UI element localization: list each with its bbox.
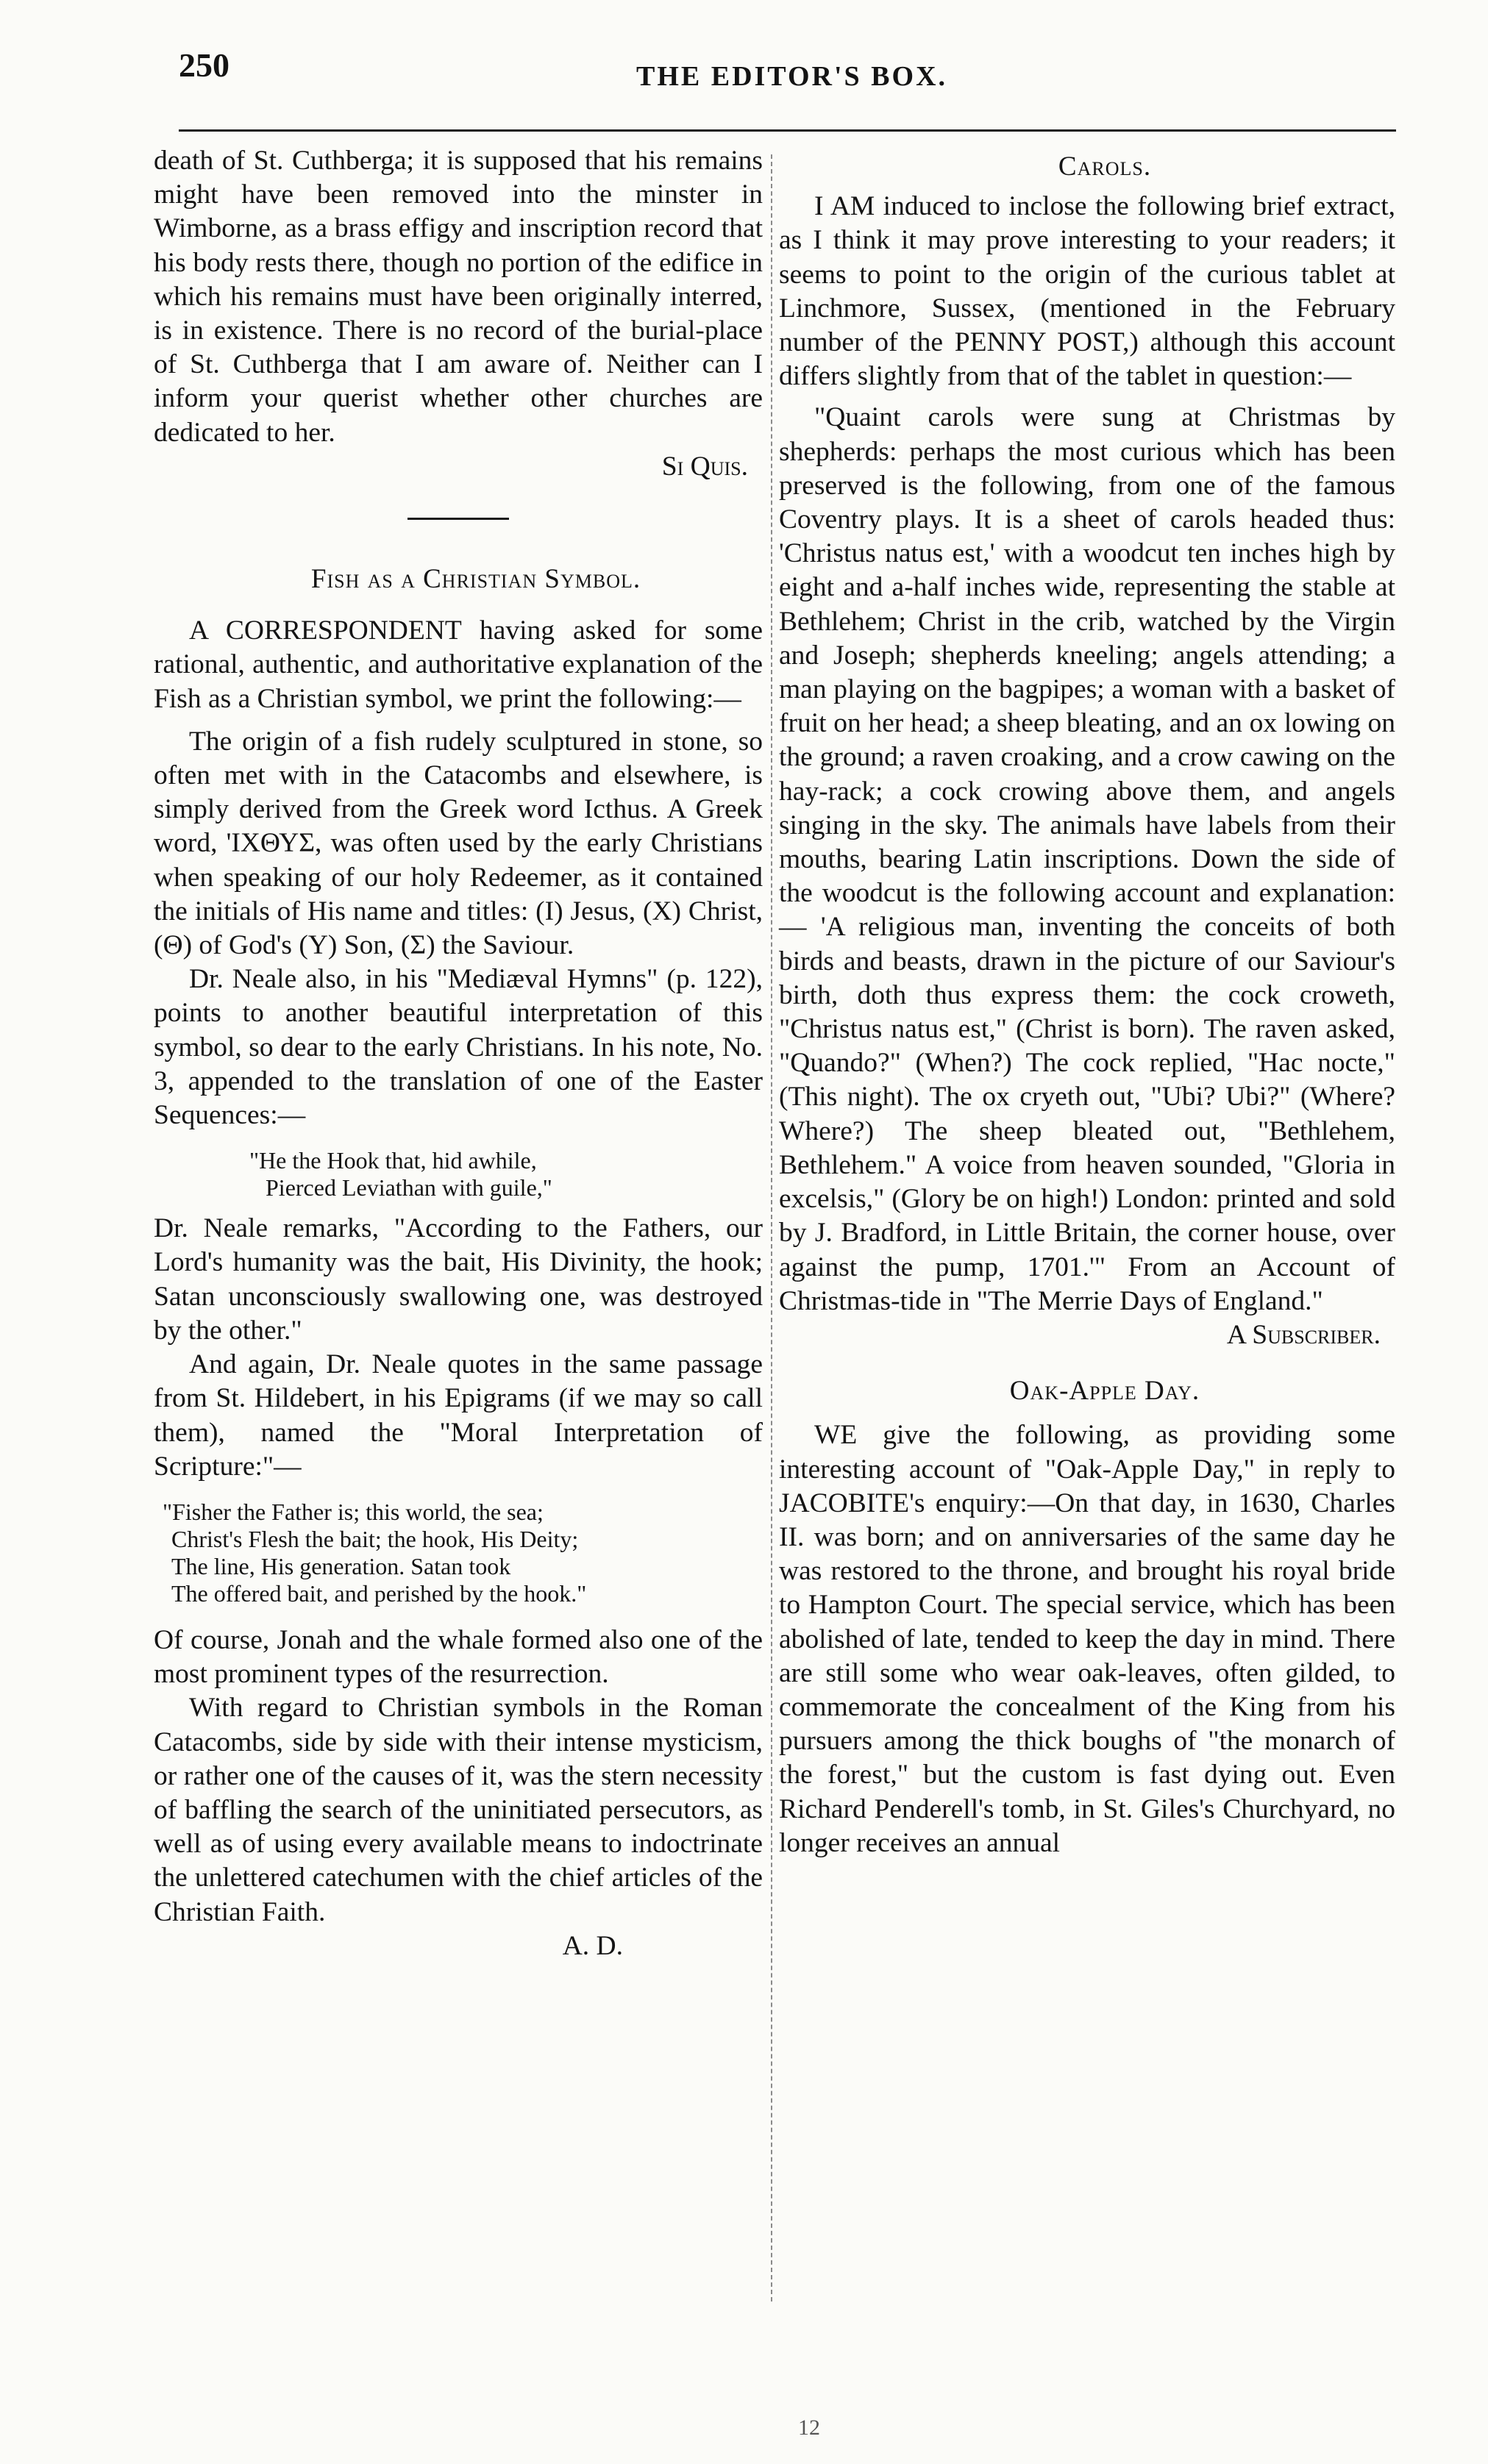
oak-apple-paragraph-1: WE give the following, as providing some interesting account of "Oak-Apple Day," in reply to JACOBITE's enquiry:—On that day, in 1630, Charles II. was born; and on anniversaries of the same day he was restored to the throne, and brought his royal bride to Hampton Court. The special service, which has been abolished of late, tended to keep the day in mind. There are still some who wear oak-leaves, often gilded, to commemorate the concealment of the King from his pursuers among the thick boughs of "the monarch of the forest," but the custom is fast dying out. Even Richard Penderell's tomb, in St. Giles's Churchyard, no longer receives an annual [779,1420,1395,1858]
fish-paragraph-5: And again, Dr. Neale quotes in the same passage from St. Hildebert, in his Epigrams (if we may so call them), named the "Moral Interpretation of Scripture:"— [154,1349,763,1482]
verse-line: "Fisher the Father is; this world, the sea; [163,1498,544,1525]
section-separator [407,518,509,520]
verse-line: The line, His generation. Satan took [171,1552,511,1579]
column-divider [771,154,772,2301]
right-column [779,144,1395,1860]
signature-si-quis: Si Quis. [661,451,748,482]
page-number: 250 [179,46,229,84]
verse-line: "He the Hook that, hid awhile, [249,1147,537,1174]
fish-paragraph-2: The origin of a fish rudely sculptured in stone, so often met with in the Catacombs and elsewhere, is simply derived from the Greek word Icthus. A Greek word, 'ΙΧΘΥΣ, was often used by the early Christians when speaking of our holy Redeemer, as it contained the initials of His name and titles: (Ι) Jesus, (Χ) Christ, (Θ) of God's (Υ) Son, (Σ) the Saviour. [154,726,763,961]
signature-a-d: A. D. [562,1930,623,1961]
fish-paragraph-4: Dr. Neale remarks, "According to the Fathers, our Lord's humanity was the bait, His Divinity, the hook; Satan unconsciously swallowing one, was destroyed by the other." [154,1213,763,1346]
fish-heading: Fish as a Christian Symbol. [310,564,641,595]
footer-mark: 12 [798,2415,820,2440]
left-column [154,144,763,1963]
header-rule [179,129,1396,132]
verse-fisher [154,1499,763,1607]
continuation-paragraph: death of St. Cuthberga; it is supposed that his remains might have been removed into the minster in Wimborne, as a brass effigy and inscription record that his body rests there, though no portion of the edifice in which his remains must have been originally interred, is in existence. There is no record of the burial-place of St. Cuthberga that I am aware of. Neither can I inform your querist whether other churches are dedicated to her. [154,146,763,448]
verse-line: Pierced Leviathan with guile," [266,1174,552,1201]
running-title: THE EDITOR'S BOX. [636,61,948,92]
fish-paragraph-1: A CORRESPONDENT having asked for some rational, authentic, and authoritative explanation of the Fish as a Christian symbol, we print the following:— [154,615,763,714]
fish-paragraph-3: Dr. Neale also, in his "Mediæval Hymns" (p. 122), points to another beautiful interpretation of this symbol, so dear to the early Christians. In his note, No. 3, appended to the translation of one of the Easter Sequences:— [154,964,763,1131]
fish-paragraph-7: With regard to Christian symbols in the Roman Catacombs, side by side with their intense mysticism, or rather one of the causes of it, was the stern necessity of baffling the search of the uninitiated persecutors, as well as of using every available means to indoctrinate the unlettered catechumen with the chief articles of the Christian Faith. [154,1693,763,1927]
fish-paragraph-6: Of course, Jonah and the whale formed also one of the most prominent types of the resurrection. [154,1624,763,1690]
carols-heading: Carols. [1058,151,1152,182]
carols-paragraph-2: "Quaint carols were sung at Christmas by shepherds: perhaps the most curious which has been preserved is the following, from one of the famous Coventry plays. It is a sheet of carols headed thus: 'Christus natus est,' with a woodcut ten inches high by eight and a-half inches wide, representing the stable at Bethlehem; Christ in the crib, watched by the Virgin and Joseph; shepherds kneeling; angels attending; a man playing on the bagpipes; a woman with a basket of fruit on her head; a sheep bleating, and an ox lowing on the ground; a raven croaking, and a crow cawing on the hay-rack; a cock crowing above them, and angels singing in the sky. The animals have labels from their mouths, bearing Latin inscriptions. Down the side of the woodcut is the following account and explanation:— 'A religious man, inventing the conceits of both birds and beasts, drawn in the picture of our Saviour's birth, doth thus express them: the cock croweth, "Christus natus est," (Christ is born). The raven asked, "Quando?" (When?) The cock replied, "Hac nocte," (This night). The ox cryeth out, "Ubi? Ubi?" (Where? Where?) The sheep bleated out, "Bethlehem, Bethlehem." A voice from heaven sounded, "Gloria in excelsis," (Glory be on high!) London: printed and sold by J. Bradford, in Little Britain, the corner house, over against the pump, 1701.'" From an Account of Christmas-tide in "The Merrie Days of England." [779,402,1395,1316]
carols-paragraph-1: I AM induced to inclose the following brief extract, as I think it may prove interesting to your readers; it seems to point to the origin of the curious tablet at Linchmore, Sussex, (mentioned in the February number of the PENNY POST,) although this account differs slightly from that of the tablet in question:— [779,191,1395,392]
signature-a-subscriber: A Subscriber. [1226,1319,1381,1350]
verse-hook [154,1147,763,1201]
verse-line: The offered bait, and perished by the hook." [171,1579,587,1607]
verse-line: Christ's Flesh the bait; the hook, His Deity; [171,1525,579,1552]
oak-apple-heading: Oak-Apple Day. [1009,1376,1200,1407]
